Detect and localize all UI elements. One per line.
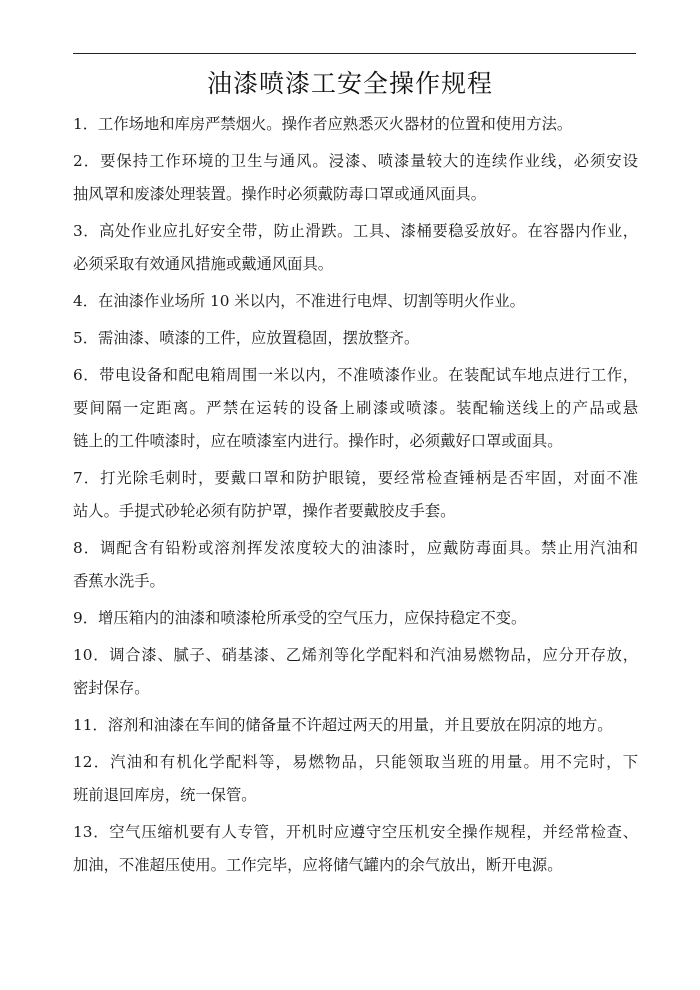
- rule-item-line: 香蕉水洗手。: [73, 571, 165, 590]
- rule-item-line: 13．空气压缩机要有人专管，开机时应遵守空压机安全操作规程，并经常检查、: [73, 823, 638, 842]
- rule-item: [73, 709, 638, 742]
- rule-item-line: 5．需油漆、喷漆的工件，应放置稳固，摆放整齐。: [73, 329, 420, 348]
- header-rule: [73, 53, 636, 54]
- rule-item: [73, 602, 638, 635]
- rule-item-line: 8．调配含有铅粉或溶剂挥发浓度较大的油漆时，应戴防毒面具。禁止用汽油和: [73, 538, 638, 557]
- rule-item-line: 密封保存。: [73, 678, 150, 697]
- rule-item: [73, 359, 638, 457]
- rule-item-line: 10．调合漆、腻子、硝基漆、乙烯剂等化学配料和汽油易燃物品，应分开存放，: [73, 646, 638, 665]
- rule-item-line: 加油，不准超压使用。工作完毕，应将储气罐内的余气放出，断开电源。: [73, 855, 563, 874]
- rule-item-line: 链上的工件喷漆时，应在喷漆室内进行。操作时，必须戴好口罩或面具。: [73, 431, 563, 450]
- rule-item: [73, 322, 638, 355]
- rule-item: [73, 816, 638, 881]
- rule-item-line: 站人。手提式砂轮必须有防护罩，操作者要戴胶皮手套。: [73, 501, 456, 520]
- rule-item-line: 必须采取有效通风措施或戴通风面具。: [73, 254, 334, 273]
- rule-item: [73, 639, 638, 704]
- rule-item-line: 1．工作场地和库房严禁烟火。操作者应熟悉灭火器材的位置和使用方法。: [73, 115, 573, 133]
- rule-item: [73, 746, 638, 811]
- rule-item-line: 4．在油漆作业场所 10 米以内，不准进行电焊、切割等明火作业。: [73, 292, 525, 311]
- rule-item-line: 抽风罩和废漆处理装置。操作时必须戴防毒口罩或通风面具。: [73, 184, 487, 203]
- rule-item: [73, 532, 638, 597]
- rule-item: [73, 215, 638, 280]
- rule-item-line: 6．带电设备和配电箱周围一米以内，不准喷漆作业。在装配试车地点进行工作，: [73, 366, 638, 385]
- rule-item-line: 9．增压箱内的油漆和喷漆枪所承受的空气压力，应保持稳定不变。: [73, 608, 527, 627]
- rule-item-line: 班前退回库房，统一保管。: [73, 785, 257, 804]
- rule-item-line: 2．要保持工作环境的卫生与通风。浸漆、喷漆量较大的连续作业线，必须安设: [73, 152, 638, 171]
- rule-item-line: 要间隔一定距离。严禁在运转的设备上刷漆或喷漆。装配输送线上的产品或悬: [73, 399, 638, 418]
- rule-item: [73, 285, 638, 318]
- rule-item: [73, 108, 638, 141]
- page-title: 油漆喷漆工安全操作规程: [206, 69, 493, 98]
- rule-item: [73, 145, 638, 210]
- rule-item-line: 3．高处作业应扎好安全带，防止滑跌。工具、漆桶要稳妥放好。在容器内作业，: [73, 222, 638, 241]
- rule-item-line: 12．汽油和有机化学配料等，易燃物品，只能领取当班的用量。用不完时，下: [73, 753, 638, 772]
- rule-item-line: 11．溶剂和油漆在车间的储备量不许超过两天的用量，并且要放在阴凉的地方。: [73, 715, 613, 734]
- rule-item: [73, 462, 638, 527]
- document-body: [73, 108, 638, 886]
- rule-item-line: 7．打光除毛刺时，要戴口罩和防护眼镜，要经常检查锤柄是否牢固，对面不准: [73, 469, 638, 488]
